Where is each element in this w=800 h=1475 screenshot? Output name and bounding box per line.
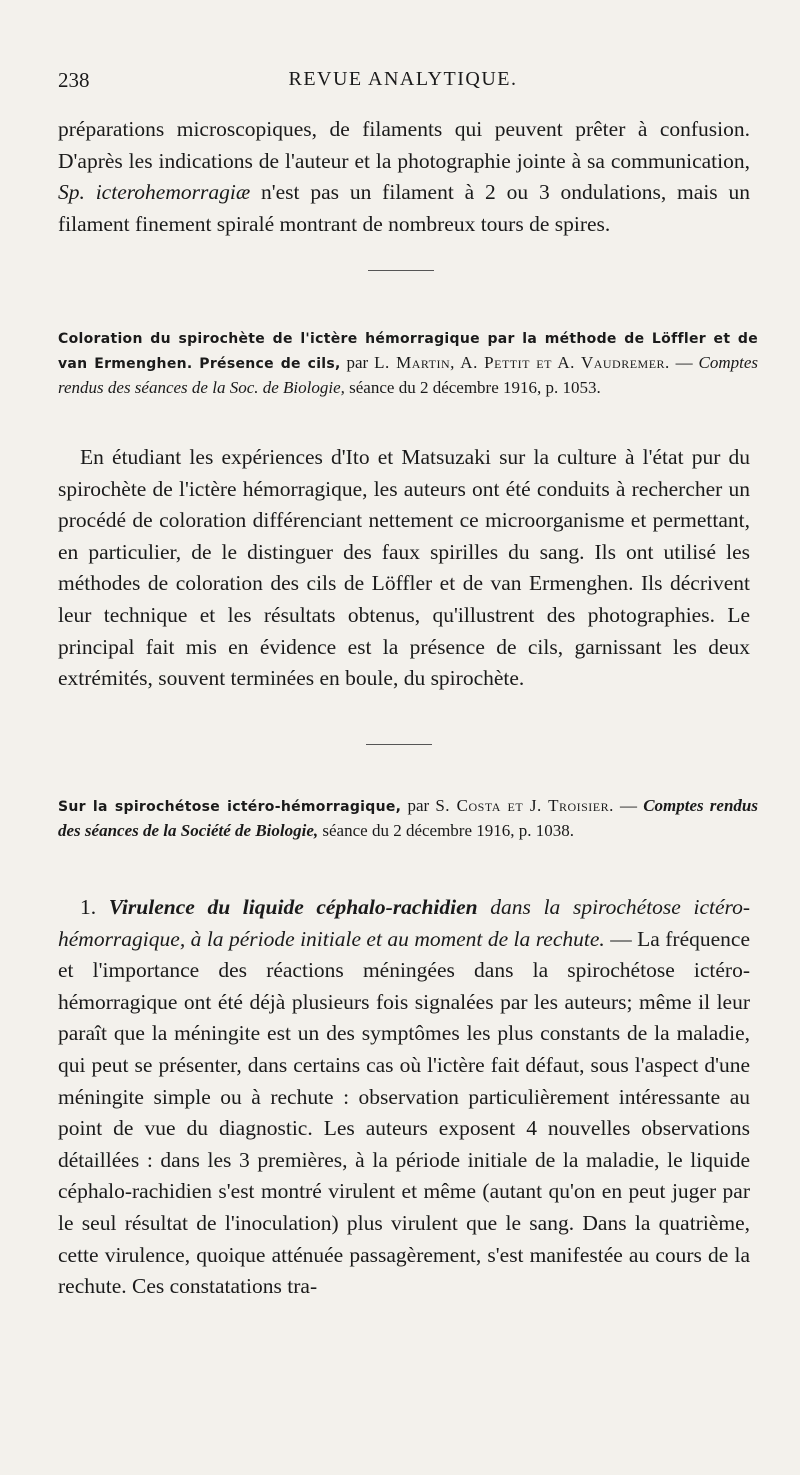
article-authors: S. Costa et J. Troisier. bbox=[435, 796, 614, 815]
article-date: séance du 2 décembre 1916, p. 1053. bbox=[349, 378, 601, 397]
running-title: REVUE ANALYTIQUE. bbox=[288, 68, 518, 90]
article-title: Coloration du spirochète de l'ictère hémorragique par la méthode de Löffler et de van Ermenghen. Présence de cils, bbox=[58, 331, 758, 372]
article-by: par bbox=[346, 353, 369, 372]
article-authors: L. Martin, A. Pettit et A. Vaudremer. bbox=[374, 353, 670, 372]
continued-paragraph-start: préparations microscopiques, de filaments qui peuvent prêter à confusion. D'après les indications de l'auteur et la photographie jointe à sa communication, bbox=[58, 117, 750, 173]
article-dash: — bbox=[675, 353, 693, 372]
page-header bbox=[58, 68, 748, 98]
article-title: Sur la spirochétose ictéro-hémorragique, bbox=[58, 799, 402, 815]
section-title: dans la spirochétose ictéro-hémorragique, à la période initiale et au moment de la rechute. bbox=[58, 895, 750, 951]
article-heading bbox=[58, 326, 758, 400]
species-name: Sp. icterohemorragiæ bbox=[58, 180, 251, 205]
article-date: séance du 2 décembre 1916, p. 1038. bbox=[322, 821, 575, 840]
article-body bbox=[58, 442, 750, 695]
article-by: par bbox=[407, 796, 430, 815]
section-body-text: La fréquence et l'importance des réactions méningées dans la spirochétose ictéro-hémorragique ont été déjà plusieurs fois signalées par les auteurs; même il leur paraît que la méningite est un des symptômes les plus constants de la maladie, qui peut se présenter, dans certains cas où l'ictère fait défaut, sous l'aspect d'une méningite simple ou à rechute : observation particulièrement intéressante au point de vue du diagnostic. Les auteurs exposent 4 nouvelles observations détaillées : dans les 3 premières, à la période initiale de la maladie, le liquide céphalo-rachidien s'est montré virulent et même (autant qu'on en peut juger par le seul résultat de l'inoculation) plus virulent que le sang. Dans la quatrième, cette virulence, quoique atténuée passagèrement, s'est manifestée au cours de la rechute. Ces constatations tra- bbox=[58, 926, 750, 1299]
continued-paragraph bbox=[58, 114, 750, 240]
article-dash: — bbox=[620, 796, 638, 815]
section-divider bbox=[366, 744, 432, 745]
section-dash: — bbox=[610, 926, 632, 951]
article-source: Comptes rendus des séances de la Société de Biologie, bbox=[58, 796, 758, 840]
continued-paragraph-end: n'est pas un filament à 2 ou 3 ondulations, mais un filament finement spiralé montrant de nombreux tours de spires. bbox=[58, 180, 750, 236]
article-heading bbox=[58, 794, 758, 843]
section-title-emphasis: Virulence du liquide céphalo-rachidien bbox=[108, 895, 478, 919]
article-section bbox=[58, 892, 750, 1303]
article-source: Comptes rendus des séances de la Soc. de Biologie, bbox=[58, 353, 759, 397]
section-number: 1. bbox=[80, 895, 97, 919]
article-body-text: En étudiant les expériences d'Ito et Matsuzaki sur la culture à l'état pur du spirochète de l'ictère hémorragique, les auteurs ont été conduits à rechercher un procédé de coloration différenciant nettement ce microorganisme et permettant, en particulier, de le distinguer des faux spirilles du sang. Ils ont utilisé les méthodes de coloration des cils de Löffler et de van Ermenghen. Ils décrivent leur technique et les résultats obtenus, qu'illustrent des photographies. Le principal fait mis en évidence est la présence de cils, garnissant les deux extrémités, souvent terminées en boule, du spirochète. bbox=[58, 445, 750, 691]
page-number: 238 bbox=[58, 68, 90, 92]
section-divider bbox=[368, 270, 434, 271]
